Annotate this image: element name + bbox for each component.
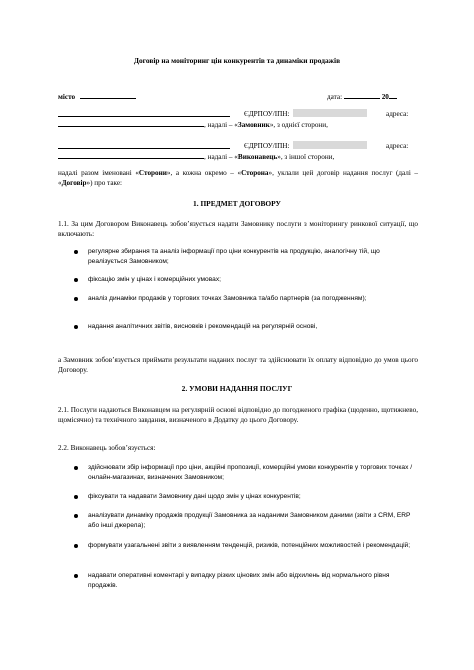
city-field[interactable] xyxy=(80,91,136,99)
party2-edrpou-label: ЄДРПОУ/ІПН: xyxy=(244,142,290,150)
section1-closing-paragraph: а Замовник зобов’язується приймати результати наданих послуг та здійснювати їх оплату відповідно до умов цього Договору. xyxy=(58,356,418,374)
date-label: дата xyxy=(327,93,341,101)
party2-role: Виконавець xyxy=(237,153,278,161)
intro-text-4: ») про таке: xyxy=(86,179,123,187)
city-line xyxy=(58,91,136,102)
bullet-icon xyxy=(74,325,78,329)
list-item xyxy=(74,463,419,492)
party1-name-field[interactable] xyxy=(58,109,230,117)
intro-text-2: », а кожна окремо – « xyxy=(166,169,242,177)
year-field[interactable] xyxy=(389,91,397,99)
document-title: Договір на моніторинг цін конкурентів та динаміки продажів xyxy=(133,56,341,65)
section1-bullet-list xyxy=(74,247,419,342)
city-label: місто xyxy=(58,93,76,101)
section2-clause-2-1: 2.1. Послуги надаються Виконавцем на регулярній основі відповідно до погодженого графіка (щоденно, щотижнево, щомісячно) та технічного завдання, визначеного в Додатку до цього Договору. xyxy=(58,406,418,424)
list-item xyxy=(74,541,419,571)
party1-address xyxy=(386,109,408,119)
party1-address-label: адреса: xyxy=(386,110,409,118)
list-item-text: надавати оперативні коментарі у випадку різких цінових змін або відхилень від нормального рівня продажів. xyxy=(88,572,390,589)
date-field[interactable] xyxy=(344,91,380,99)
bullet-icon xyxy=(74,495,78,499)
party2-edrpou-field[interactable] xyxy=(293,141,367,149)
intro-paragraph xyxy=(58,168,418,188)
bullet-icon xyxy=(74,297,78,301)
list-item-text: аналізувати динаміку продажів продукції Замовника за наданими Замовником даними (звіти з CRM, ERP або інші джерела); xyxy=(88,512,411,529)
party2-line2 xyxy=(58,151,334,162)
intro-text-1: надалі разом іменовані « xyxy=(58,169,139,177)
section2-heading: 2. УМОВИ НАДАННЯ ПОСЛУГ xyxy=(181,384,293,393)
list-item-text: фіксацію змін у цінах і комерційних умовах; xyxy=(88,276,221,283)
date-line: дата: 20 xyxy=(327,91,397,102)
bullet-icon xyxy=(74,250,78,254)
list-item-text: регулярне збирання та аналіз інформації про ціни конкурентів на продукцію, аналогічну тій, що реалізується Замовником; xyxy=(88,248,380,265)
party2-ids xyxy=(244,141,367,151)
party2-address-label: адреса: xyxy=(386,142,409,150)
bullet-icon xyxy=(74,574,78,578)
party1-edrpou-field[interactable] xyxy=(293,109,367,117)
party1-line2 xyxy=(58,119,328,130)
intro-bold-1: Сторони xyxy=(138,169,167,177)
list-item xyxy=(74,511,419,541)
list-item-text: формувати узагальнені звіти з виявленням тенденцій, ризиків, потенційних можливостей і рекомендацій; xyxy=(88,542,411,549)
intro-text-3: », уклали цей договір надання послуг (далі – « xyxy=(58,169,419,187)
list-item-text: надання аналітичних звітів, висновків і рекомендацій на регулярній основі, xyxy=(88,323,318,330)
bullet-icon xyxy=(74,278,78,282)
party2-name-field[interactable] xyxy=(58,141,230,149)
list-item-text: фіксувати та надавати Замовнику дані щодо змін у цінах конкурентів; xyxy=(88,493,301,500)
party1-address-field[interactable] xyxy=(58,119,204,127)
bullet-icon xyxy=(74,466,78,470)
section2-bullet-list xyxy=(74,463,419,593)
party1-ids xyxy=(244,109,367,119)
party2-tail-suffix: », з іншої сторони, xyxy=(277,153,335,161)
bullet-icon xyxy=(74,514,78,518)
list-item xyxy=(74,294,419,322)
list-item xyxy=(74,247,419,275)
section2-clause-2-2: 2.2. Виконавець зобов’язується: xyxy=(58,444,156,452)
party1-tail-suffix: », з однієї сторони, xyxy=(269,121,328,129)
list-item xyxy=(74,322,419,342)
list-item-text: аналіз динаміки продажів у торгових точках Замовника та/або партнерів (за погодженням); xyxy=(88,295,367,302)
list-item xyxy=(74,571,419,593)
bullet-icon xyxy=(74,544,78,548)
section1-heading: 1. ПРЕДМЕТ ДОГОВОРУ xyxy=(193,199,281,208)
party2-tail-prefix: , надалі – « xyxy=(204,153,238,161)
party1-tail-prefix: , надалі – « xyxy=(204,121,238,129)
intro-bold-3: Договір xyxy=(61,179,87,187)
list-item-text: здійснювати збір інформації про ціни, акційні пропозиції, комерційні умови конкурентів у торгових точках / онлайн-магазинах, визначених Замовником; xyxy=(88,464,413,481)
list-item xyxy=(74,275,419,294)
list-item xyxy=(74,492,419,511)
section1-clause-1-1: 1.1. За цим Договором Виконавець зобов’язується надати Замовнику послуги з моніторингу ринкової ситуації, що включають: xyxy=(58,220,418,238)
party2-address xyxy=(386,141,408,151)
intro-bold-2: Сторона xyxy=(241,169,269,177)
party1-edrpou-label: ЄДРПОУ/ІПН: xyxy=(244,110,290,118)
date-year-prefix: 20 xyxy=(381,93,389,101)
party1-role: Замовник xyxy=(237,121,270,129)
party2-address-field[interactable] xyxy=(58,151,204,159)
